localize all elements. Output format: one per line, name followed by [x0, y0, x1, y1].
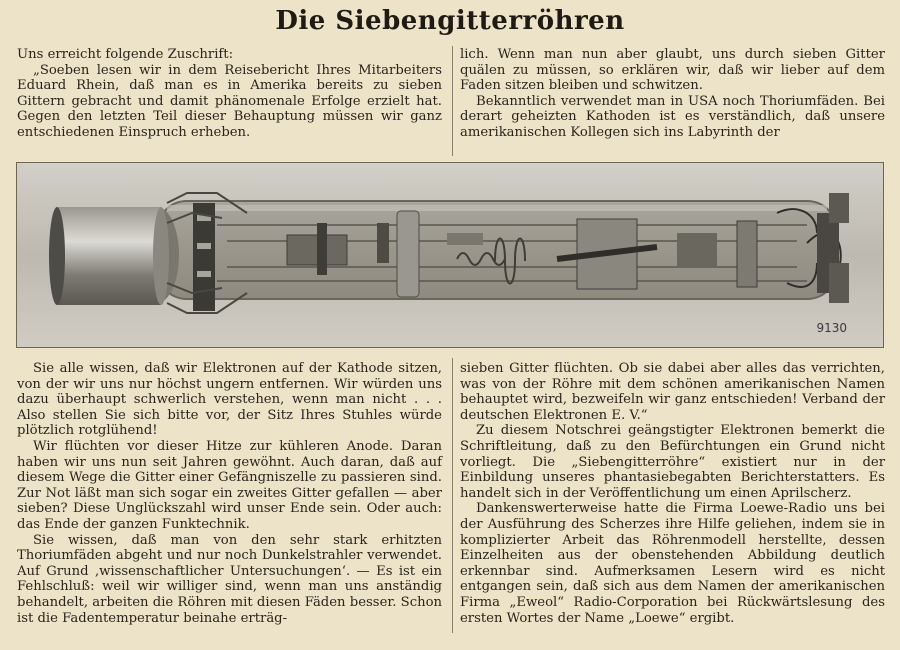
figure-number: 9130 — [816, 321, 847, 335]
column-bottom-left — [17, 361, 442, 626]
vacuum-tube-illustration — [17, 163, 883, 347]
paragraph: Uns erreicht folgende Zuschrift: — [17, 47, 234, 62]
article-title: Die Siebengitterröhren — [275, 6, 625, 36]
column-divider-bottom — [452, 358, 453, 633]
column-divider-top — [452, 46, 453, 156]
paragraph: Sie wissen, daß man von den sehr stark erhitzten Thoriumfäden abgeht und nur noch Dunkelstrahler verwendet. Auf Grund ‚wissenschaftlicher Untersuchungen‘. — Es ist ein Fehlschluß: weil wir williger sind, wenn man uns anständig behandelt, arbeiten die Röhren mit diesen Fäden besser. Schon ist die Fadentemperatur beinahe erträg- — [17, 532, 442, 626]
column-top-right — [460, 47, 885, 141]
tube-photograph — [16, 162, 884, 348]
paragraph: sieben Gitter flüchten. Ob sie dabei aber alles das verrichten, was von der Röhre mit dem schönen amerikanischen Namen behauptet wird, bezweifeln wir ganz entschieden! Verband der deutschen Elektronen E. V.“ — [460, 361, 885, 423]
paragraph: Bekanntlich verwendet man in USA noch Thoriumfäden. Bei derart geheizten Kathoden ist es verständlich, daß unsere amerikanischen Kollegen sich ins Labyrinth der — [460, 93, 885, 140]
column-top-left — [17, 47, 442, 141]
paragraph: Zu diesem Notschrei geängstigter Elektronen bemerkt die Schriftleitung, daß zu den Befürchtungen ein Grund nicht vorliegt. Die „Siebengitterröhre“ existiert nur in der Einbildung unseres phantasiebegabten Berichterstatters. Es handelt sich in der Veröffentlichung um einen Aprilscherz. — [460, 423, 885, 501]
paragraph: Dankenswerterweise hatte die Firma Loewe-Radio uns bei der Ausführung des Scherzes ihre Hilfe geliehen, indem sie in komplizierter Arbeit das Röhrenmodell herstellte, dessen Einzelheiten aus der obenstehenden Abbildung deutlich erkennbar sind. Aufmerksamen Lesern wird es nicht entgangen sein, daß sich aus dem Namen der amerikanischen Firma „Eweol“ Radio-Corporation bei Rückwärtslesung des ersten Wortes der Name „Loewe“ ergibt. — [460, 501, 885, 626]
column-bottom-right — [460, 361, 885, 626]
paragraph: Sie alle wissen, daß wir Elektronen auf der Kathode sitzen, von der wir uns nur höchst ungern entfernen. Wir würden uns dazu überhaupt schwerlich verstehen, wenn man nicht . . . Also stellen Sie sich bitte vor, der Sitz Ihres Stuhles würde plötzlich rotglühend! — [17, 361, 442, 439]
paragraph: Wir flüchten vor dieser Hitze zur kühleren Anode. Daran haben wir uns nun seit Jahren gewöhnt. Auch daran, daß auf diesem Wege die Gitter einer Gefängniszelle zu passieren sind. Zur Not läßt man sich sogar ein zweites Gitter gefallen — aber sieben? Diese Unglückszahl wird unser Ende sein. Oder auch: das Ende der ganzen Funktechnik. — [17, 438, 442, 532]
paragraph: „Soeben lesen wir in dem Reisebericht Ihres Mitarbeiters Eduard Rhein, daß man es in Amerika bereits zu sieben Gittern gebracht und damit phänomenale Erfolge erzielt hat. Gegen den letzten Teil dieser Behauptung müssen wir ganz entschiedenen Einspruch erheben. — [17, 62, 442, 140]
paragraph: lich. Wenn man nun aber glaubt, uns durch sieben Gitter quälen zu müssen, so erklären wir, daß wir lieber auf dem Faden sitzen bleiben und schwitzen. — [460, 47, 885, 94]
